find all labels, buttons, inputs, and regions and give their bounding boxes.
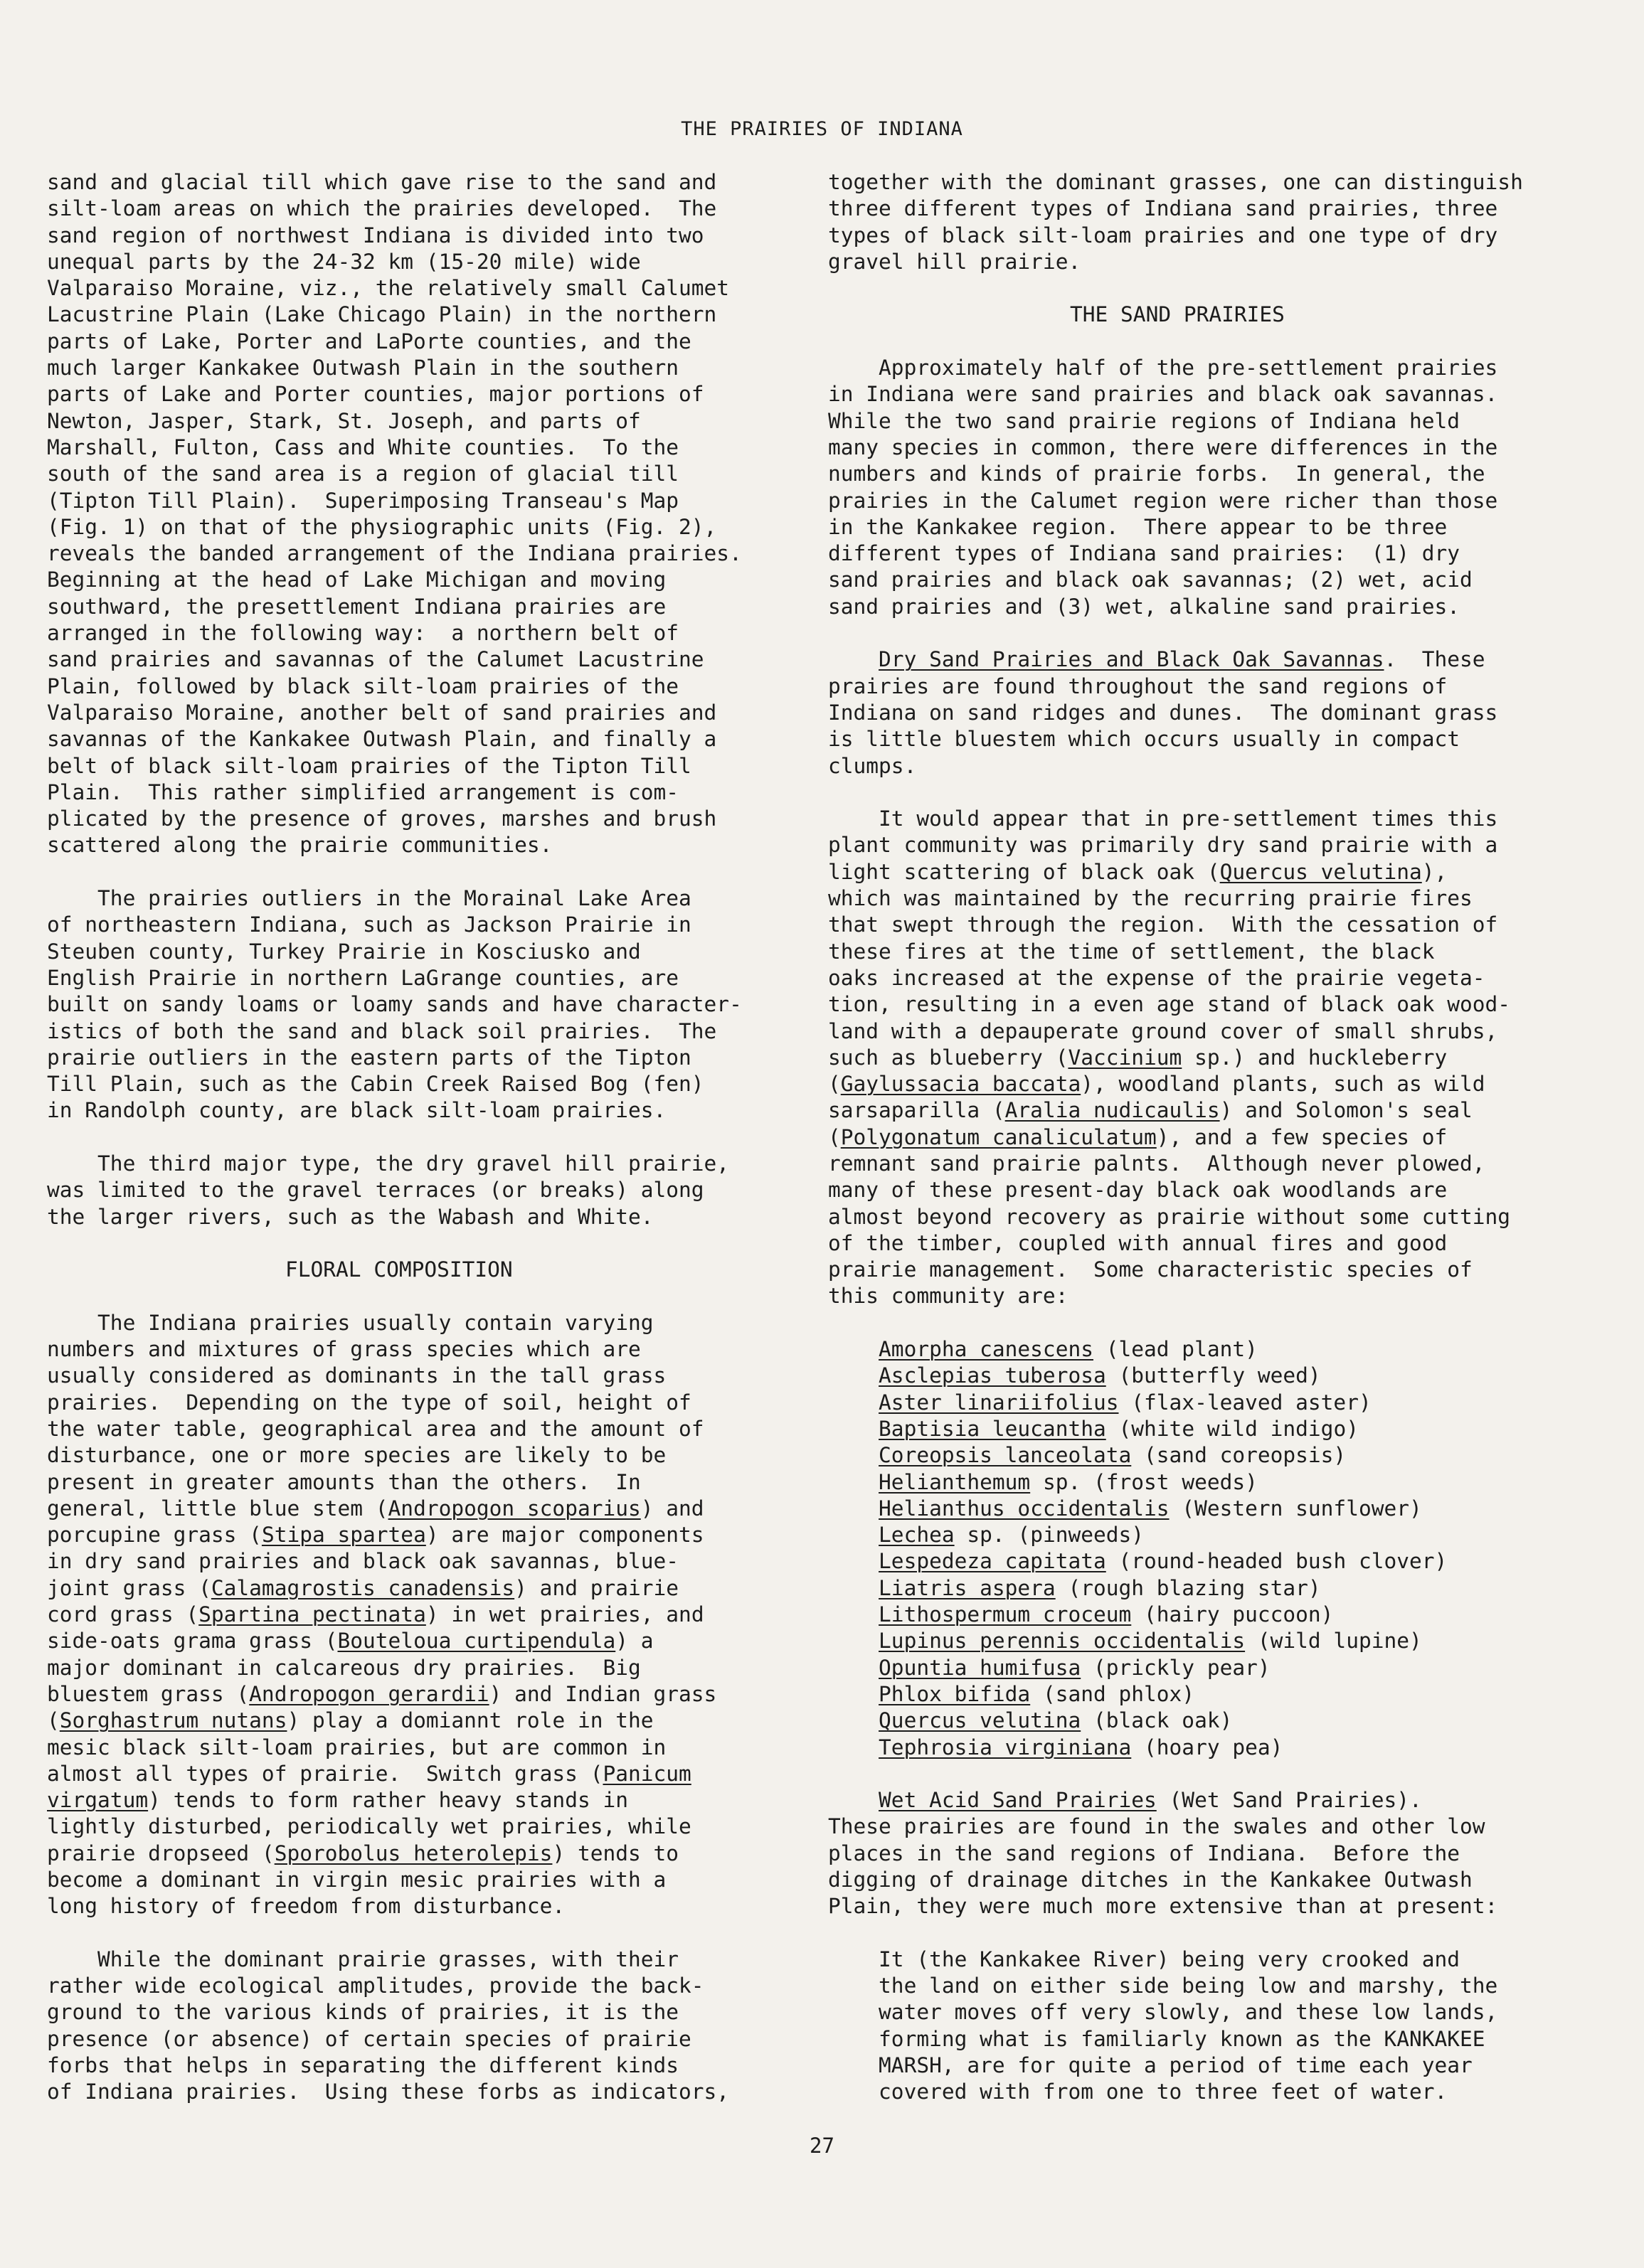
left-column-text-line: Steuben county, Turkey Prairie in Kosciusko and xyxy=(47,939,641,964)
right-column-text-line: such as blueberry (Vaccinium sp.) and huckleberry xyxy=(828,1045,1448,1070)
left-column-text-line: of northeastern Indiana, such as Jackson Prairie in xyxy=(47,912,691,937)
left-column-text-line: Till Plain, such as the Cabin Creek Raised Bog (fen) xyxy=(47,1072,704,1097)
right-column-text-line: Lithospermum croceum (hairy puccoon) xyxy=(879,1602,1334,1627)
left-column-text-line: become a dominant in virgin mesic prairies with a xyxy=(47,1868,667,1892)
right-column-text-line: Phlox bifida (sand phlox) xyxy=(879,1681,1195,1706)
left-column-text-line: side-oats grama grass (Bouteloua curtipendula) a xyxy=(47,1629,654,1654)
right-column-text-line: It would appear that in pre-settlement times this xyxy=(828,806,1498,831)
right-column-text-line: sand prairies and black oak savannas; (2) wet, acid xyxy=(828,568,1473,592)
left-column-text-line: in dry sand prairies and black oak savannas, blue- xyxy=(47,1549,679,1574)
right-column-text-line: tion, resulting in a even age stand of black oak wood- xyxy=(828,992,1511,1017)
right-column-text-line: in the Kankakee region. There appear to be three xyxy=(828,514,1448,539)
left-column-text-line: (Fig. 1) on that of the physiographic units (Fig. 2), xyxy=(47,514,717,539)
left-column-text-line: virgatum) tends to form rather heavy stands in xyxy=(47,1788,628,1813)
right-column-text-line: sarsaparilla (Aralia nudicaulis) and Solomon's seal xyxy=(828,1098,1473,1123)
right-column-text-line: prairie management. Some characteristic species of xyxy=(828,1257,1473,1282)
left-column-text-line: lightly disturbed, periodically wet prairies, while xyxy=(47,1814,691,1839)
paragraph-gap xyxy=(47,1124,787,1151)
right-column-text-line: prairies in the Calumet region were richer than those xyxy=(828,488,1498,513)
right-column-text-line: numbers and kinds of prairie forbs. In general, the xyxy=(828,462,1485,486)
right-column-text-line: MARSH, are for quite a period of time each year xyxy=(828,2053,1473,2078)
left-column-text-line: sand and glacial till which gave rise to the sand and xyxy=(47,170,717,194)
left-column-text-line: prairie outliers in the eastern parts of the Tipton xyxy=(47,1045,691,1070)
left-column-text-line: rather wide ecological amplitudes, provide the back- xyxy=(47,1974,704,1998)
right-column-text-line: together with the dominant grasses, one can distinguish xyxy=(828,170,1523,194)
left-column-text-line: in Randolph county, are black silt-loam prairies. xyxy=(47,1098,667,1123)
section-heading-text: THE SAND PRAIRIES xyxy=(1070,302,1285,327)
right-column-text-line: Baptisia leucantha (white wild indigo) xyxy=(879,1416,1359,1441)
right-column-section-heading xyxy=(828,302,1603,328)
left-column-text-line: general, little blue stem (Andropogon scoparius) and xyxy=(47,1496,704,1521)
right-column-text-line: Quercus velutina (black oak) xyxy=(879,1708,1233,1733)
right-column-text-line: which was maintained by the recurring prairie fires xyxy=(828,886,1473,911)
right-column-text-line: gravel hill prairie. xyxy=(828,249,1081,274)
right-column-text-line: digging of drainage ditches in the Kankakee Outwash xyxy=(828,1868,1473,1892)
left-column-text-line: southward, the presettlement Indiana prairies are xyxy=(47,594,667,619)
right-column-text-line: oaks increased at the expense of the prairie vegeta- xyxy=(828,965,1485,990)
left-column-text-line: Newton, Jasper, Stark, St. Joseph, and parts of xyxy=(47,408,641,433)
right-column-text-line: of the timber, coupled with annual fires and good xyxy=(828,1230,1448,1255)
left-column xyxy=(47,169,787,2106)
paragraph-gap xyxy=(47,1283,787,1309)
right-column-text-line: Helianthus occidentalis (Western sunflower) xyxy=(879,1496,1422,1521)
left-column-text-line: ground to the various kinds of prairies, it is the xyxy=(47,2000,679,2025)
paragraph-gap xyxy=(828,1920,1603,1947)
paragraph-gap xyxy=(828,275,1603,302)
right-column-text-line: this community are: xyxy=(828,1284,1068,1309)
left-column-text-line: The Indiana prairies usually contain varying xyxy=(47,1310,654,1335)
left-column-text-line: the larger rivers, such as the Wabash and White. xyxy=(47,1204,654,1229)
left-column-text-line: belt of black silt-loam prairies of the Tipton Till xyxy=(47,753,691,778)
left-column-text-line: reveals the banded arrangement of the Indiana prairies. xyxy=(47,541,742,566)
left-column-text-line: The third major type, the dry gravel hill prairie, xyxy=(47,1151,730,1176)
paragraph-gap xyxy=(828,329,1603,355)
right-column-text-line: Liatris aspera (rough blazing star) xyxy=(879,1575,1321,1600)
right-column-text-line: (Gaylussacia baccata), woodland plants, such as wild xyxy=(828,1072,1485,1097)
left-column-text-line: cord grass (Spartina pectinata) in wet prairies, and xyxy=(47,1602,704,1627)
paragraph-gap xyxy=(47,1920,787,1947)
left-column-text-line: The prairies outliers in the Morainal Lake Area xyxy=(47,886,691,911)
paragraph-gap xyxy=(828,1761,1603,1787)
left-column-text-line: plicated by the presence of groves, marshes and brush xyxy=(47,806,717,831)
right-column-text-line: Dry Sand Prairies and Black Oak Savannas. These xyxy=(879,647,1485,672)
right-column-text-line: in Indiana were sand prairies and black oak savannas. xyxy=(828,382,1498,407)
right-column-text-line: These prairies are found in the swales and other low xyxy=(828,1814,1485,1839)
left-column-text-line: Valparaiso Moraine, another belt of sand prairies and xyxy=(47,700,717,725)
right-column-text-line: Asclepias tuberosa (butterfly weed) xyxy=(879,1363,1321,1388)
right-column-text-line: Lupinus perennis occidentalis (wild lupine) xyxy=(879,1629,1422,1654)
left-column-text-line: usually considered as dominants in the tall grass xyxy=(47,1363,667,1388)
left-column-text-line: prairie dropseed (Sporobolus heterolepis) tends to xyxy=(47,1841,679,1865)
right-column-text-line: Lechea sp. (pinweeds) xyxy=(879,1523,1145,1548)
left-column-text-line: presence (or absence) of certain species of prairie xyxy=(47,2026,691,2051)
right-column-text-line: It (the Kankakee River) being very crooked and xyxy=(828,1947,1460,1971)
paragraph-gap xyxy=(47,1230,787,1257)
left-column-section-heading xyxy=(47,1257,787,1283)
left-column-text-line: disturbance, one or more species are likely to be xyxy=(47,1443,667,1468)
right-column-text-line: sand prairies and (3) wet, alkaline sand prairies. xyxy=(828,594,1460,619)
right-column-text-line: Indiana on sand ridges and dunes. The dominant grass xyxy=(828,700,1498,725)
right-column-text-line: prairies are found throughout the sand regions of xyxy=(828,674,1448,698)
left-column-text-line: porcupine grass (Stipa spartea) are major components xyxy=(47,1523,704,1548)
right-column-text-line: plant community was primarily dry sand prairie with a xyxy=(828,833,1498,858)
right-column-text-line: Plain, they were much more extensive than at present: xyxy=(828,1894,1498,1919)
left-column-text-line: parts of Lake, Porter and LaPorte counties, and the xyxy=(47,329,691,353)
right-column-text-line: land with a depauperate ground cover of small shrubs, xyxy=(828,1018,1498,1043)
right-column-text-line: that swept through the region. With the cessation of xyxy=(828,912,1498,937)
left-column-text-line: south of the sand area is a region of glacial till xyxy=(47,462,679,486)
right-column-text-line: Tephrosia virginiana (hoary pea) xyxy=(879,1735,1283,1759)
right-column-text-line: Helianthemum sp. (frost weeds) xyxy=(879,1469,1258,1494)
right-column-text-line: water moves off very slowly, and these low lands, xyxy=(828,2000,1498,2025)
left-column-text-line: major dominant in calcareous dry prairies. Big xyxy=(47,1655,641,1680)
left-column-text-line: forbs that helps in separating the different kinds xyxy=(47,2053,679,2078)
right-column-text-line: different types of Indiana sand prairies: (1) dry xyxy=(828,541,1460,566)
right-column-text-line: While the two sand prairie regions of Indiana held xyxy=(828,408,1460,433)
left-column-text-line: bluestem grass (Andropogon gerardii) and Indian grass xyxy=(47,1681,717,1706)
left-column-text-line: unequal parts by the 24-32 km (15-20 mile) wide xyxy=(47,249,641,274)
right-column-text-line: Aster linariifolius (flax-leaved aster) xyxy=(879,1390,1372,1415)
right-column-text-line: Coreopsis lanceolata (sand coreopsis) xyxy=(879,1443,1347,1468)
left-column-text-line: savannas of the Kankakee Outwash Plain, and finally a xyxy=(47,727,717,752)
right-column-text-line: Lespedeza capitata (round-headed bush clover) xyxy=(879,1549,1448,1574)
left-column-text-line: almost all types of prairie. Switch grass (Panicum xyxy=(47,1761,691,1786)
right-column-text-line: Opuntia humifusa (prickly pear) xyxy=(879,1655,1271,1680)
right-column-text-line: remnant sand prairie palnts. Although never plowed, xyxy=(828,1151,1485,1176)
left-column-text-line: istics of both the sand and black soil prairies. The xyxy=(47,1018,717,1043)
right-column-text-line: types of black silt-loam prairies and one type of dry xyxy=(828,223,1498,247)
left-column-text-line: long history of freedom from disturbance. xyxy=(47,1894,566,1919)
right-column-text-line: the land on either side being low and marshy, the xyxy=(828,1974,1498,1998)
left-column-text-line: Valparaiso Moraine, viz., the relatively small Calumet xyxy=(47,276,730,301)
left-column-text-line: of Indiana prairies. Using these forbs as indicators, xyxy=(47,2080,730,2104)
left-column-text-line: parts of Lake and Porter counties, major portions of xyxy=(47,382,704,407)
left-column-text-line: (Tipton Till Plain). Superimposing Transeau's Map xyxy=(47,488,679,513)
right-column-text-line: these fires at the time of settlement, the black xyxy=(828,939,1435,964)
left-column-text-line: Lacustrine Plain (Lake Chicago Plain) in the northern xyxy=(47,302,717,327)
left-column-text-line: mesic black silt-loam prairies, but are common in xyxy=(47,1735,667,1759)
left-column-text-line: While the dominant prairie grasses, with their xyxy=(47,1947,679,1971)
left-column-text-line: was limited to the gravel terraces (or breaks) along xyxy=(47,1178,704,1203)
left-column-text-line: English Prairie in northern LaGrange counties, are xyxy=(47,965,679,990)
left-column-text-line: Plain. This rather simplified arrangement is com- xyxy=(47,779,679,804)
left-column-text-line: Plain, followed by black silt-loam prairies of the xyxy=(47,674,679,698)
right-column-text-line: places in the sand regions of Indiana. Before the xyxy=(828,1841,1460,1865)
page-number: 27 xyxy=(810,2134,834,2158)
right-column-text-line: many species in common, there were differences in the xyxy=(828,435,1498,459)
left-column-text-line: scattered along the prairie communities. xyxy=(47,833,553,858)
right-column-text-line: (Polygonatum canaliculatum), and a few species of xyxy=(828,1124,1448,1149)
right-column-text-line: Approximately half of the pre-settlement prairies xyxy=(828,356,1498,380)
left-column-text-line: present in greater amounts than the others. In xyxy=(47,1469,641,1494)
paragraph-gap xyxy=(828,620,1603,646)
left-column-text-line: numbers and mixtures of grass species which are xyxy=(47,1337,641,1362)
right-column-text-line: Amorpha canescens (lead plant) xyxy=(879,1337,1258,1362)
running-title: THE PRAIRIES OF INDIANA xyxy=(681,118,963,140)
left-column-text-line: Marshall, Fulton, Cass and White counties. To the xyxy=(47,435,679,459)
right-column-text-line: Wet Acid Sand Prairies (Wet Sand Prairies). xyxy=(879,1788,1422,1813)
left-column-text-line: silt-loam areas on which the prairies developed. The xyxy=(47,196,717,221)
right-column-text-line: many of these present-day black oak woodlands are xyxy=(828,1178,1448,1203)
right-column-text-line: three different types of Indiana sand prairies, three xyxy=(828,196,1498,221)
left-column-text-line: built on sandy loams or loamy sands and have character- xyxy=(47,992,742,1017)
right-column-text-line: forming what is familiarly known as the KANKAKEE xyxy=(828,2026,1485,2051)
right-column-text-line: is little bluestem which occurs usually in compact xyxy=(828,727,1460,752)
left-column-text-line: (Sorghastrum nutans) play a domiannt role in the xyxy=(47,1708,654,1733)
section-heading-text: FLORAL COMPOSITION xyxy=(285,1257,513,1282)
left-column-text-line: much larger Kankakee Outwash Plain in the southern xyxy=(47,356,679,380)
left-column-text-line: arranged in the following way: a northern belt of xyxy=(47,621,679,646)
right-column-text-line: covered with from one to three feet of water. xyxy=(828,2080,1448,2104)
left-column-text-line: joint grass (Calamagrostis canadensis) and prairie xyxy=(47,1575,679,1600)
left-column-text-line: the water table, geographical area and the amount of xyxy=(47,1416,704,1441)
right-column-text-line: clumps. xyxy=(828,753,917,778)
right-column xyxy=(828,169,1603,2106)
paragraph-gap xyxy=(828,779,1603,806)
left-column-text-line: Beginning at the head of Lake Michigan and moving xyxy=(47,568,667,592)
left-column-text-line: prairies. Depending on the type of soil, height of xyxy=(47,1390,691,1415)
left-column-text-line: sand prairies and savannas of the Calumet Lacustrine xyxy=(47,647,704,672)
right-column-text-line: light scattering of black oak (Quercus velutina), xyxy=(828,859,1448,884)
left-column-text-line: sand region of northwest Indiana is divided into two xyxy=(47,223,704,247)
paragraph-gap xyxy=(47,859,787,885)
right-column-text-line: almost beyond recovery as prairie without some cutting xyxy=(828,1204,1511,1229)
paragraph-gap xyxy=(828,1310,1603,1336)
